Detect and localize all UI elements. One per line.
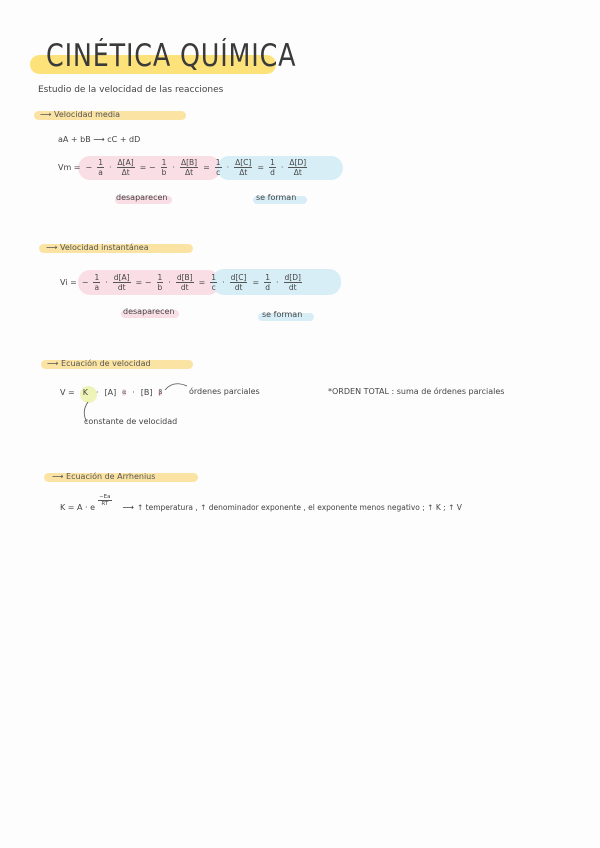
reaction-equation: aA + bB ⟶ cC + dD <box>58 135 141 144</box>
section-media: ⟶ Velocidad media <box>40 110 121 119</box>
arrow-icon: ⟶ <box>46 243 61 252</box>
subtitle: Estudio de la velocidad de las reacciones <box>38 85 224 95</box>
arrow-icon: ⟶ <box>47 359 62 368</box>
ordenes-parciales-note: órdenes parciales <box>189 387 260 396</box>
section-ecuacion: ⟶ Ecuación de velocidad <box>47 359 151 368</box>
rate-constant: K <box>82 388 88 397</box>
media-equation: Vm = − $\frac{1}{a}$ · $\frac{\Delta[A]}{\Delta t}$ = − $\frac{1}{b}$ · $\frac{\Delta[B]}{\Delta t}$ = $\frac{1}{c}$ · $\frac{\Delta[C]}{\Delta t}$ = $\frac{1}{d}$ · $\frac{\Delta[D]}{\Delta t}$ <box>58 158 307 177</box>
arrow-icon: ⟶ <box>52 472 67 481</box>
rate-law-equation: V = K · [A] α · [B] β <box>60 388 163 397</box>
section-instantanea: ⟶ Velocidad instantánea <box>46 243 149 252</box>
page-title: CINÉTICA QUÍMICA <box>46 38 297 74</box>
label-se-forman: se forman <box>262 310 303 319</box>
arrhenius-equation: K = A · e $\frac{-Ea}{RT}$ ⟶ ↑ temperatura , ↑ denominador exponente , el exponente menos negativo ; ↑ K ; ↑ V <box>60 494 462 512</box>
label-desaparecen: desaparecen <box>123 307 175 316</box>
section-arrhenius: ⟶ Ecuación de Arrhenius <box>52 472 156 481</box>
constante-note: constante de velocidad <box>84 417 178 426</box>
label-desaparecen: desaparecen <box>116 193 168 202</box>
label-se-forman: se forman <box>256 193 297 202</box>
arrow-icon: ⟶ <box>40 110 55 119</box>
instant-equation: Vi = − $\frac{1}{a}$ · $\frac{d[A]}{dt}$ = − $\frac{1}{b}$ · $\frac{d[B]}{dt}$ = $\frac{1}{c}$ · $\frac{d[C]}{dt}$ = $\frac{1}{d}$ · $\frac{d[D]}{dt}$ <box>60 273 301 292</box>
orden-total-note: *ORDEN TOTAL : suma de órdenes parciales <box>328 387 505 396</box>
